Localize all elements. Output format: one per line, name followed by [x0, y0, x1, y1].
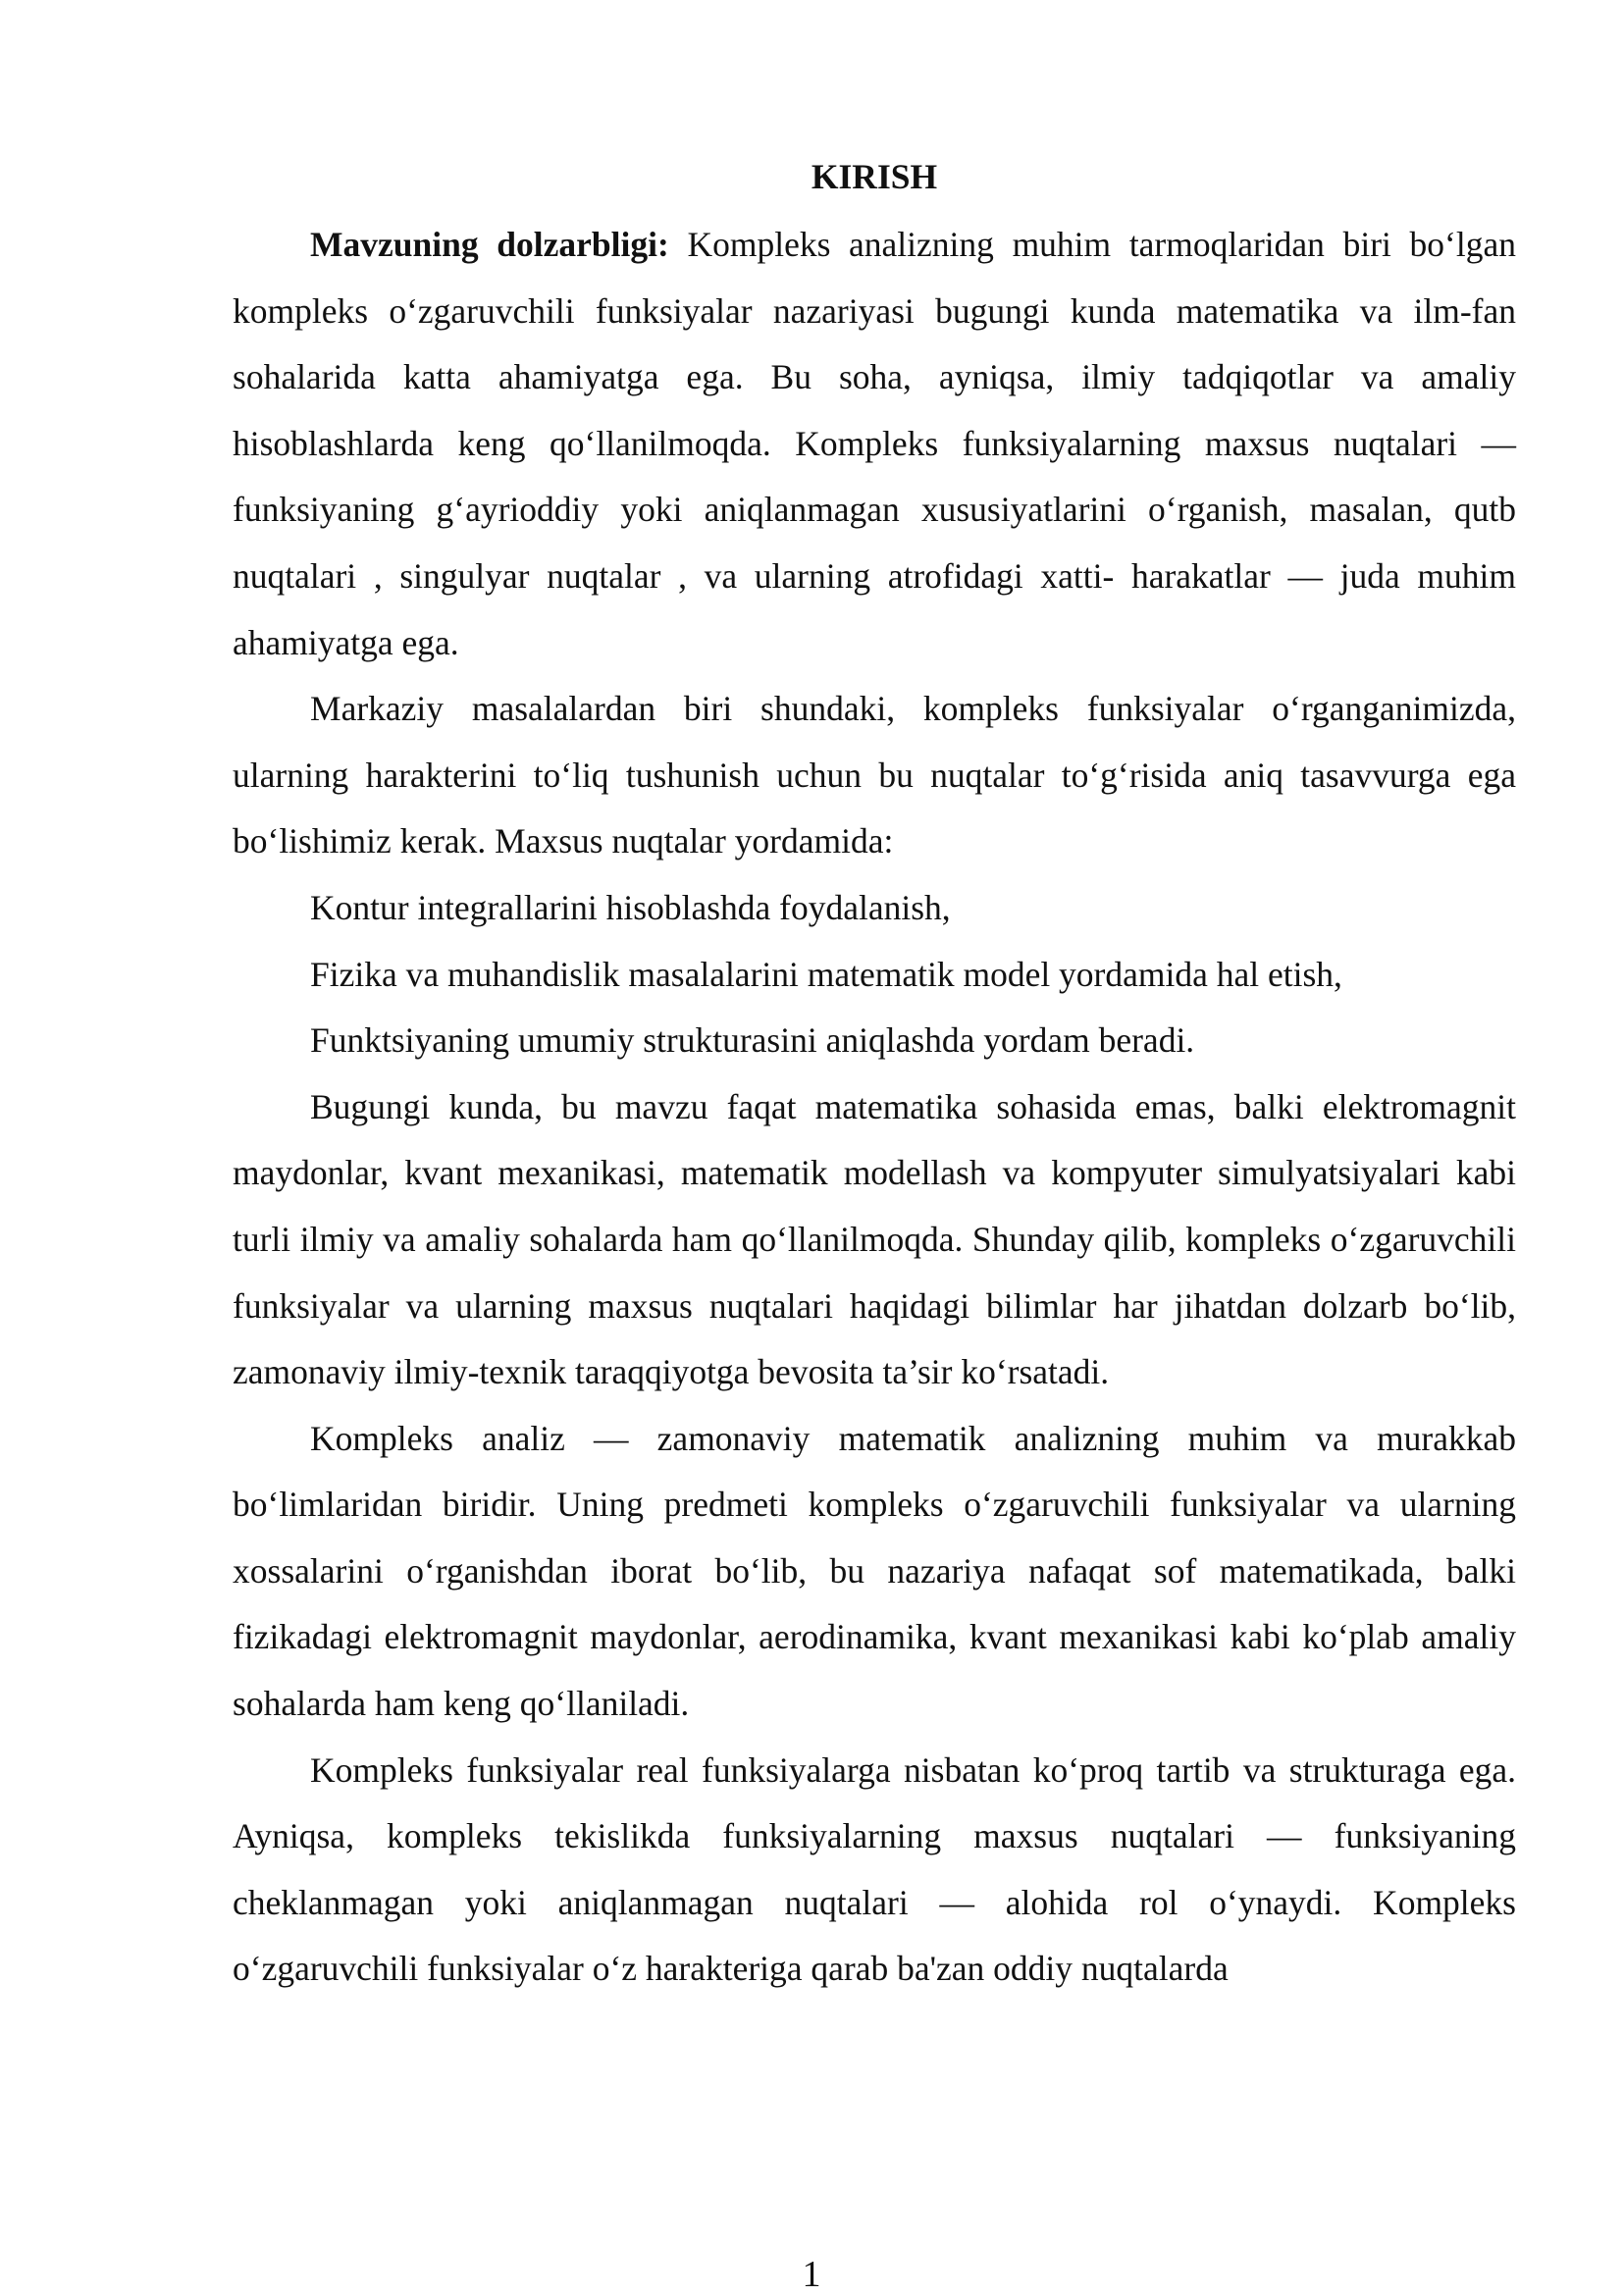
paragraph-central-problem: Markaziy masalalardan biri shundaki, kompleks funksiyalar o‘rganganimizda, ularning harakterini to‘liq tushunish uchun bu nuqtalar to‘g‘risida aniq tasavvurga ega bo‘lishimiz kerak. Maxsus nuqtalar yordamida: [233, 689, 1516, 861]
paragraph-lead: Mavzuning dolzarbligi: [310, 225, 669, 264]
section-title: KIRISH [811, 157, 938, 196]
paragraph-relevance [233, 212, 1516, 676]
page-number: 1 [802, 2254, 821, 2295]
paragraph-text: Kompleks analizning muhim tarmoqlaridan biri bo‘lgan kompleks o‘zgaruvchili funksiyalar nazariyasi bugungi kunda matematika va ilm-fan sohalarida katta ahamiyatga ega. Bu soha, ayniqsa, ilmiy tadqiqotlar va amaliy hisoblashlarda keng qo‘llanilmoqda. Kompleks funksiyalarning maxsus nuqtalari — funksiyaning g‘ayrioddiy yoki aniqlanmagan xususiyatlarini o‘rganish, masalan, qutb nuqtalari , singulyar nuqtalar , va ularning atrofidagi xatti- harakatlar — juda muhim ahamiyatga ega. [233, 225, 1516, 662]
paragraph-complex-analysis: Kompleks analiz — zamonaviy matematik analizning muhim va murakkab bo‘limlaridan biridir. Uning predmeti kompleks o‘zgaruvchili funksiyalar va ularning xossalarini o‘rganishdan iborat bo‘lib, bu nazariya nafaqat sof matematikada, balki fizikadagi elektromagnit maydonlar, aerodinamika, kvant mexanikasi kabi ko‘plab amaliy sohalarda ham keng qo‘llaniladi. [233, 1418, 1516, 1724]
list-item: Funktsiyaning umumiy strukturasini aniqlashda yordam beradi. [310, 1020, 1195, 1061]
list-item: Fizika va muhandislik masalalarini matematik model yordamida hal etish, [310, 954, 1342, 994]
page-content [233, 145, 1516, 2003]
paragraph-today: Bugungi kunda, bu mavzu faqat matematika sohasida emas, balki elektromagnit maydonlar, kvant mexanikasi, matematik modellash va kompyuter simulyatsiyalari kabi turli ilmiy va amaliy sohalarda ham qo‘llanilmoqda. Shunday qilib, kompleks o‘zgaruvchili funksiyalar va ularning maxsus nuqtalari haqidagi bilimlar har jihatdan dolzarb bo‘lib, zamonaviy ilmiy-texnik taraqqiyotga bevosita ta’sir ko‘rsatadi. [233, 1086, 1516, 1392]
paragraph-complex-functions: Kompleks funksiyalar real funksiyalarga nisbatan ko‘proq tartib va strukturaga ega. Ayniqsa, kompleks tekislikda funksiyalarning maxsus nuqtalari — funksiyaning cheklanmagan yoki aniqlanmagan nuqtalari — alohida rol o‘ynaydi. Kompleks o‘zgaruvchili funksiyalar o‘z harakteriga qarab ba'zan oddiy nuqtalarda [233, 1749, 1516, 1989]
list-item: Kontur integrallarini hisoblashda foydalanish, [310, 887, 951, 927]
